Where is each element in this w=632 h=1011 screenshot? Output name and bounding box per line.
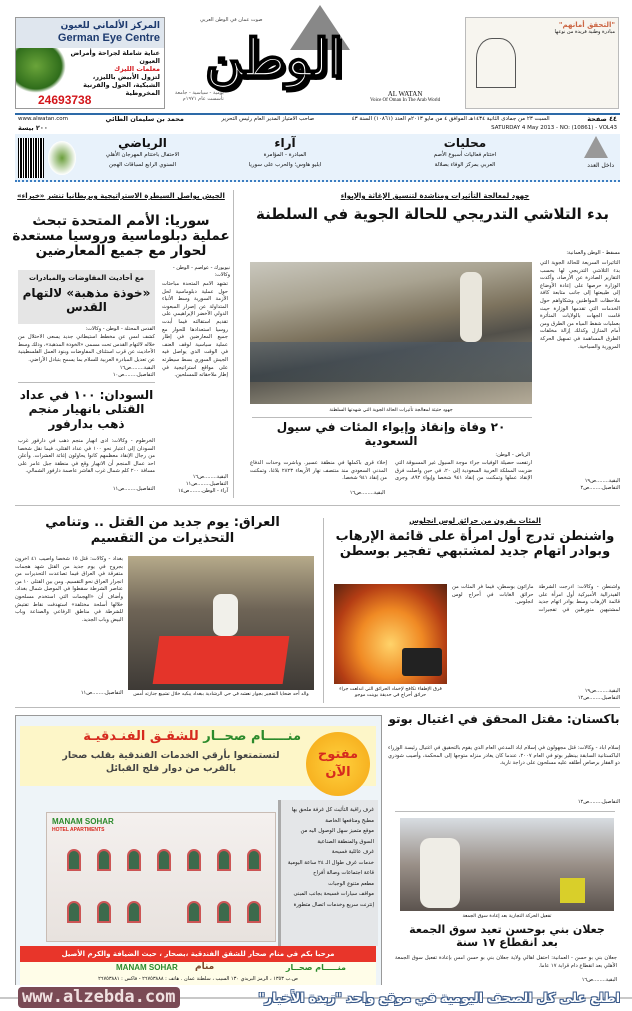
quds-headline[interactable]: «خوذة مذهبة» لالتهام القدس <box>22 286 151 315</box>
masthead-est <box>175 90 224 102</box>
issue-date-ar: السبت ٢٣ من جمادى الثانية ١٤٣٤هـ الموافق ٤ من مايو ٢٠١٣م العدد (١٠٨٦١) السنة ٤٣ <box>351 116 550 122</box>
quds-body: كشف أمس عن مخطط استيطاني جديد يسعى الاحتلال من خلاله لالتهام القدس تحت مسمى «الخوذة المذهبة»، وذلك وسط الأحاديث عن قرب استئناف المفاوضات وبنود العمل الفلسطينية عن تعديل المبادرة العربية للسلام بما يسمح بتبادل الأراضي. <box>18 334 155 363</box>
ad-logo: منام <box>195 962 215 972</box>
features-list <box>278 800 378 946</box>
sudan-body: الخرطوم - وكالات: أدى انهيار منجم ذهب في دارفور غرب السودان إلى اعتبار نحو ١٠٠ في عداد القتلى، فيما نقل شخصا من رجال الإنقاذ معظمهم كانوا يحاولون إغاثة العشرات. وأعلن احد عمال المنجم أن الانهيار وقع في منطقة جبل عامر على مسافة ٢٠٠ كلم شمال غرب الفاشر عاصمة دارفور الشمالي. <box>18 438 155 475</box>
basket <box>560 878 585 903</box>
issue-date-en: SATURDAY 4 May 2013 - NO: (10861) - VOL43 <box>491 125 617 131</box>
iraq-headline[interactable]: العراق: يوم جديد من القتل .. وتنامي التحذيرات من التقسيم <box>45 515 280 546</box>
feature-item: غرف راقية التأثيث كل غرفة ملحق بها مطبخ ومنافعها الخاصة <box>291 807 374 824</box>
footer-slogan: اطلع على كل الصحف اليومية في موقع واحد "زبدة الأخبار" <box>258 990 620 1005</box>
syria-body: تشهد الأمم المتحدة مباحثات حول عملية دبلوماسية لحل الأزمة السورية وسط الأنباء المتداولة عن إصرار المبعوث الدولي الأخضر الإبراهيمي على تقديم استقالته فيما أبدت روسيا استعدادها للحوار مع جميع المعارضين في إطار عملية سياسية لوقف العنف في الوقت الذي يواصل فيه الجيش السوري بسط سيطرته على مواقع استراتيجية في إطار ملاحقاته للمسلحين. <box>162 281 228 379</box>
ref-link[interactable]: البقية........ص١٦ <box>119 365 155 371</box>
hotel-building-photo <box>46 812 276 942</box>
market-photo <box>400 818 614 911</box>
sudan-headline[interactable]: السودان: ١٠٠ في عداد القتلى بانهيار منجم ذهب بدارفور <box>19 388 154 431</box>
ad-footer <box>20 962 376 986</box>
ref-link[interactable]: التفاصيل........ص١٠ <box>112 372 155 378</box>
divider <box>15 505 620 506</box>
window <box>187 901 201 923</box>
weather-kicker: جهود لمعالجة التأثيرات ومناشدة لتنسيق الإغاثة والإيواء <box>340 192 530 200</box>
ad-line: عناية شاملة لجراحة وأمراض العيون <box>70 49 160 65</box>
syria-headline[interactable]: سوريا: الأمم المتحدة تبحث عملية دبلوماسية وروسيا مستعدة لحوار مع جميع المعارضين <box>12 213 230 259</box>
column-rule <box>233 190 234 498</box>
ad-name-ar: المركز الألماني للعيون <box>60 21 160 31</box>
washington-refs <box>540 688 620 702</box>
window <box>157 849 171 871</box>
masthead-title-en: AL WATAN <box>387 90 423 98</box>
section-item: اختتام فعاليات أسبوع الأصم <box>433 152 497 158</box>
saudi-body: ارتفعت حصيلة الوفيات جراء موجة السيول غير المسبوقة التي ضربت المملكة العربية السعودية إلى ٢٠، في حين واصلت فرق الإنقاذ عملها وتمكنت من إنقاذ ٩٤١ شخصا وإيواء ٨٩٢، وجرى إخلاء قرى بأكملها في منطقة عسير. وباشرت وحدات الدفاع المدني السعودي منذ منتصف نهار الأربعاء ٢٨٢٣ بلاغا، وتمكنت من إنقاذ ٩٤١ شخصا. <box>250 460 532 482</box>
window <box>217 901 231 923</box>
iraq-photo <box>128 556 314 690</box>
index-section[interactable] <box>80 136 205 170</box>
website-link[interactable]: www.alwatan.com <box>18 116 69 122</box>
fire-photo <box>334 584 447 684</box>
divider <box>395 811 615 812</box>
ad-subtitle <box>41 749 301 775</box>
editor-name: محمد بن سليمان الطائي <box>105 115 184 123</box>
pakistan-headline[interactable]: باكستان: مقتل المحقق في اغتيال بوتو <box>388 712 620 726</box>
manam-sohar-ad[interactable] <box>15 715 382 987</box>
saudi-dateline: الرياض - الوطن: <box>495 452 530 458</box>
mourner <box>213 594 238 636</box>
masthead-subtitle: يومية - سياسية - جامعة <box>175 90 224 96</box>
ad-welcome: مرحبا بكم في منام صحار للشقق الفندقية ،بصحار ، حيث الضيافة والكرم الأصيل <box>20 946 376 962</box>
ref-link[interactable]: البقية........ص١٩ <box>584 688 620 694</box>
iraq-body: بغداد - وكالات: قتل ١٥ شخصا وأصيب ٤١ آخرون بجروح في يوم جديد من القتل شهد هجمات متفرقة في العراق فيما تصاعدت التحذيرات من انجرار العراق نحو التقسيم. ومن بين القتلى ١٠ من عناصر الشرطة سقطوا في الموصل شمال بغداد. وأضاف أن «الهجمات التي استخدم مسلحون خلالها أسلحة مختلفة» استهدفت نقاط تفتيش للشرطة في مناطق الرفاعي والصناعة وباب البيض وباب الجديد. <box>15 556 123 623</box>
page-count: ٤٤ صفحة <box>587 115 617 123</box>
feature-item: إنترنت سريع وخدمات اتصال متطورة <box>293 901 374 908</box>
masthead-tagline: صوت عمان في الوطن العربي <box>200 17 263 23</box>
feature-item: مواقف سيارات فسيحة بجانب المبنى <box>293 891 374 897</box>
quds-dateline: القدس المحتلة - الوطن - وكالات: <box>85 326 155 332</box>
feature-item: موقع متميز سهل الوصول اليه من السوق والمنطقة الصناعية <box>300 828 374 845</box>
washington-kicker: المئات يفرون من حرائق لوس انجلوس <box>409 517 541 525</box>
ad-text <box>65 49 160 97</box>
weather-photo <box>250 262 532 404</box>
section-title: محليات <box>443 136 487 150</box>
weather-caption: جهود حثيثة لمعالجة تأثيرات الحالة الجوية التي شهدتها السلطنة <box>329 408 453 413</box>
weather-dateline: مسقط - الوطن والعمانية: <box>566 250 620 256</box>
window <box>247 849 261 871</box>
feature-item: غرف عائلية فسيحة <box>331 849 374 855</box>
ad-line: لتزول الأبيض بالليزر، الشبكية، الحول والقرنية المخروطية <box>83 73 160 97</box>
fire-caption: فرق الإطفاء تكافح لإخماد الحرائق التي اندلعت جراء حرائق أحراج في حديقة بوينت موجو <box>339 687 442 698</box>
price: ٢٠٠ بيسة <box>18 124 48 132</box>
jaalan-body: جعلان بني بو حسن - العمانية: احتفل أهالي ولاية جعلان بني بو حسن أمس بإعادة تفعيل سوق الجمعة الأهلي بعد انقطاع دام قرابة ١٧ عاما. <box>395 955 617 969</box>
divider <box>15 707 620 708</box>
window <box>127 901 141 923</box>
section-item: السنوي الرابع لسباقات الهجن <box>108 162 177 168</box>
column-rule <box>323 518 324 703</box>
washington-headline[interactable]: واشنطن تدرج أول امرأة على قائمة الإرهاب وبوادر اتهام جديد لمشتبهي تفجير بوسطن <box>335 529 615 559</box>
section-item: الاحتفال باختتام المهرجان الأهلي <box>105 152 180 158</box>
section-item: المبادرة - المؤامرة <box>263 152 307 158</box>
iraq-caption: والد أحد ضحايا التفجير بجوار نعشه في حي الرشادية ببغداد يبكيه خلال تشييع جنازته أمس <box>133 692 309 697</box>
campaign-title: "التحقق أمانهم" <box>558 21 615 29</box>
building-sign-2: HOTEL APARTMENTS <box>52 827 105 833</box>
quds-refs <box>18 365 155 379</box>
owner-label: صاحب الامتياز المدير العام رئيس التحرير <box>221 116 315 122</box>
ref-link[interactable]: التفاصيل........ص١١ <box>185 481 228 487</box>
person-figure <box>420 838 460 908</box>
masthead-title-ar: الوطن <box>205 28 344 89</box>
index-section[interactable] <box>220 136 350 170</box>
quds-kicker: مع أحاديث المفاوضات والمبادرات <box>29 274 144 282</box>
vehicle <box>402 648 442 676</box>
section-item: ابليو هاوس؛ والحرب على سوريا <box>248 162 322 168</box>
ad-name-en: German Eye Centre <box>57 32 160 44</box>
quds-box <box>18 270 155 324</box>
ref-link[interactable]: التفاصيل........ص١١ <box>112 486 155 492</box>
syria-kicker: الجيش يواصل السيطرة الاستراتيجية وبريطانيا تنشر «خبراء» <box>17 192 225 200</box>
german-eye-centre-ad[interactable] <box>15 17 165 109</box>
campaign-text: مبادرة وطنية فريدة من نوعها <box>554 29 615 35</box>
barcode <box>18 138 44 178</box>
inside-index <box>15 134 620 182</box>
feature-item: مطعم متنوع الوجبات <box>328 880 374 887</box>
section-title: آراء <box>274 136 296 150</box>
date-bar <box>15 113 620 133</box>
ad-sub2: بالقرب من دوار فلج القبائل <box>105 763 237 774</box>
feature-item: خدمات غرف طوال الـ ٢٤ ساعة اليومية <box>287 859 374 866</box>
ad-phone: 24693738 <box>38 93 92 107</box>
footer-url[interactable]: www.alzebda.com <box>18 987 180 1008</box>
weather-refs <box>540 478 620 492</box>
window <box>97 849 111 871</box>
washington-body: واشنطن - وكالات: أدرجت الشرطة الفيدرالية الأميركية أول امرأة على قائمة الإرهاب وسط بوادر اتهام جديد لمشتبهين متورطين في تفجيرات ماراثون بوسطن، فيما فر المئات من حرائق الغابات في أحراج لوس انجلوس. <box>452 584 620 613</box>
ad-sub1: لتستمتعوا بأرقي الخدمات الفندقية بقلب صحار <box>62 750 280 761</box>
window <box>67 901 81 923</box>
masthead-slogan: Voice Of Oman In The Arab World <box>370 98 441 103</box>
person-figure <box>460 272 482 342</box>
weather-body: التأثيرات السريعة للحالة الجوية التي بدء التلاشي التدريجي لها بحسب التقارير الصادرة عن الأرصاد، وأكدت الوزارة حرصها على إعادة الأوضاع إلى طبيعتها إلى جانب متابعة كافة ملاحظات المواطنين وشكاواهم حول الخدمات التي تقدمها الوزارة حيث قامت الجهات بالولايات المتأثرة بعمليات شفط المياه من الطرق ومن أمام المنازل وكذلك إزالة مخلفات الطرق المساهمة في تسهيل الحركة المرورية والسياحية. <box>540 260 620 350</box>
ad-brand-en: MANAM SOHAR <box>116 963 178 972</box>
ad-title <box>83 728 301 746</box>
feature-item: قاعة اجتماعات وصالة أفراح <box>313 870 374 876</box>
figure-sketch <box>476 38 516 88</box>
sports-emblem <box>48 141 76 175</box>
masthead-english <box>370 90 440 103</box>
jaalan-headline[interactable]: جعلان بني بوحسن تعيد سوق الجمعة بعد انقطاع ١٧ سنة <box>409 923 605 950</box>
ad-brand-ar: منـــــام صحــار <box>285 963 346 972</box>
syria-dateline: نيويورك - عواصم - الوطن - وكالات: <box>172 265 230 278</box>
ref-link[interactable]: البقية........ص١٦ <box>581 977 617 983</box>
leaf-image <box>16 48 66 93</box>
window <box>217 849 231 871</box>
pakistan-body: إسلام آباد - وكالات: قتل مجهولون في إسلام آباد المدعي العام الذي يقوم بالتحقيق في اغتيال رئيسة الوزراء الباكستانية السابقة بينظير بوتو في العام ٢٠٠٧، عندما كان يغادر منزله متوجها إلى المحكمة، وأصيب شودري ذو الفقار برصاص أطلقه عليه مسلحون على دراجة نارية. <box>388 745 620 767</box>
ref-link[interactable]: التفاصيل........ص١٢ <box>577 695 620 701</box>
ad-line: معلمات الليزك <box>114 65 160 73</box>
ad-title-a: منـــــام صحــار <box>203 729 301 744</box>
jaalan-caption: تفعيل الحركة التجارية بعد إعادة سوق الجمعة <box>462 914 552 919</box>
window <box>67 849 81 871</box>
section-item: العربي بمركز الوفاء بصلالة <box>434 162 496 168</box>
inside-label: داخل العدد <box>587 162 614 169</box>
ad-contact: ص.ب ١٣٥٣ ، الرمز البريدي ١٣٠ السيب ، سلطنة عمان . هاتف : ٢٦٧٥٣٨٨٨ - فاكس : ٢٦٧٥٣٨٨١ <box>98 976 298 982</box>
ref-link[interactable]: التفاصيل........ص١١ <box>80 690 123 696</box>
ref-link[interactable]: البقية........ص١٦ <box>192 474 228 480</box>
ref-link[interactable]: البقية........ص١٩ <box>584 478 620 484</box>
divider <box>252 417 532 418</box>
section-title: الرياضي <box>118 136 167 150</box>
ref-link[interactable]: البقية........ص١٦ <box>349 490 385 496</box>
window <box>97 901 111 923</box>
weather-headline[interactable]: بدء التلاشي التدريجي للحالة الجوية في السلطنة <box>256 205 609 223</box>
index-section[interactable] <box>390 136 540 170</box>
masthead-logo[interactable] <box>170 5 460 110</box>
ad-header <box>16 18 164 48</box>
masthead-established: تأسست عام ١٩٧١م <box>182 96 224 102</box>
ad-title-b: للشقـق الفنـدقيـة <box>83 729 199 744</box>
water <box>250 342 532 382</box>
window <box>247 901 261 923</box>
window <box>187 849 201 871</box>
divider <box>18 382 155 383</box>
building-sign: MANAM SOHAR <box>52 817 114 826</box>
ref-link[interactable]: التفاصيل........ص٢ <box>580 485 620 491</box>
campaign-ad[interactable] <box>465 17 619 109</box>
syria-refs <box>162 474 228 495</box>
sail-icon <box>584 136 608 158</box>
saudi-headline[interactable]: ٢٠ وفاة وإنقاذ وإيواء المئات في سيول السعودية <box>276 420 506 449</box>
ref-link[interactable]: التفاصيل........ص١٢ <box>577 799 620 805</box>
coffin-flag <box>153 636 290 684</box>
open-now-badge: مفتوح الآن <box>306 732 370 796</box>
footer-banner[interactable] <box>0 985 632 1011</box>
window <box>127 849 141 871</box>
ref-link[interactable]: آراء - الوطن........ص١٤ <box>178 488 228 494</box>
